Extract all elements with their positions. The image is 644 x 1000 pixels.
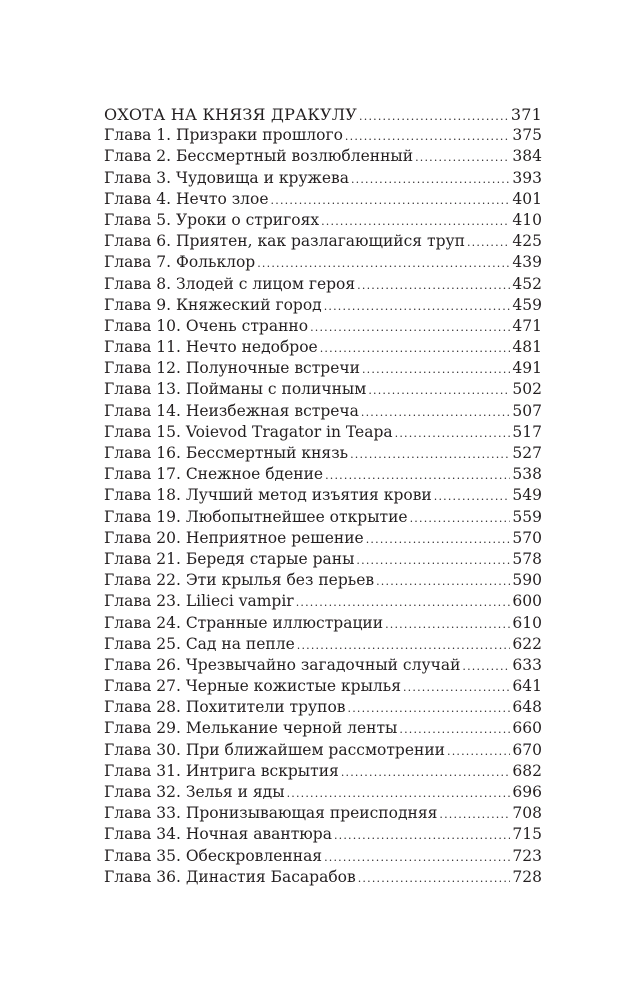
part-title: ОХОТА НА КНЯЗЯ ДРАКУЛУ — [104, 105, 358, 124]
page-number: 393 — [512, 168, 542, 187]
toc-chapter-entry[interactable] — [104, 274, 542, 295]
toc-chapter-entry[interactable] — [104, 824, 542, 845]
dot-leader — [351, 169, 510, 189]
page-number: 708 — [512, 804, 542, 823]
toc-chapter-entry[interactable] — [104, 740, 542, 761]
toc-chapter-entry[interactable] — [104, 634, 542, 655]
chapter-list — [104, 125, 542, 888]
toc-chapter-entry[interactable] — [104, 337, 542, 358]
chapter-title: Глава 4. Нечто злое — [104, 189, 269, 208]
page-number: 559 — [512, 507, 542, 526]
toc-chapter-entry[interactable] — [104, 252, 542, 273]
chapter-title: Глава 33. Пронизывающая преисподняя — [104, 804, 438, 823]
toc-chapter-entry[interactable] — [104, 507, 542, 528]
toc-chapter-entry[interactable] — [104, 146, 542, 167]
dot-leader — [395, 423, 511, 443]
page-number: 502 — [512, 380, 542, 399]
chapter-title: Глава 11. Нечто недоброе — [104, 338, 318, 357]
page-number: 578 — [512, 549, 542, 568]
chapter-title: Глава 27. Черные кожистые крылья — [104, 677, 401, 696]
toc-chapter-entry[interactable] — [104, 655, 542, 676]
dot-leader — [348, 698, 511, 718]
page-number: 610 — [512, 613, 542, 632]
page-number: 633 — [512, 655, 542, 674]
chapter-title: Глава 20. Неприятное решение — [104, 528, 364, 547]
dot-leader — [403, 677, 510, 697]
toc-chapter-entry[interactable] — [104, 867, 542, 888]
toc-chapter-entry[interactable] — [104, 718, 542, 739]
chapter-title: Глава 9. Княжеский город — [104, 295, 322, 314]
chapter-title: Глава 7. Фольклор — [104, 253, 256, 272]
dot-leader — [447, 741, 510, 761]
toc-chapter-entry[interactable] — [104, 803, 542, 824]
page-number: 517 — [512, 422, 542, 441]
toc-chapter-entry[interactable] — [104, 570, 542, 591]
chapter-title: Глава 2. Бессмертный возлюбленный — [104, 147, 414, 166]
chapter-title: Глава 18. Лучший метод изъятия крови — [104, 486, 432, 505]
page-number: 660 — [512, 719, 542, 738]
page-number: 622 — [512, 634, 542, 653]
chapter-title: Глава 31. Интрига вскрытия — [104, 761, 339, 780]
page-number: 507 — [512, 401, 542, 420]
chapter-title: Глава 22. Эти крылья без перьев — [104, 571, 375, 590]
dot-leader — [366, 529, 511, 549]
toc-chapter-entry[interactable] — [104, 443, 542, 464]
chapter-title: Глава 17. Снежное бдение — [104, 465, 324, 484]
dot-leader — [359, 106, 509, 125]
toc-chapter-entry[interactable] — [104, 528, 542, 549]
page-number: 600 — [512, 592, 542, 611]
page-number: 641 — [512, 677, 542, 696]
dot-leader — [324, 847, 510, 867]
page-number: 459 — [512, 295, 542, 314]
page-number: 590 — [512, 571, 542, 590]
page-number: 439 — [512, 253, 542, 272]
chapter-title: Глава 26. Чрезвычайно загадочный случай — [104, 655, 461, 674]
chapter-title: Глава 25. Сад на пепле — [104, 634, 295, 653]
toc-chapter-entry[interactable] — [104, 591, 542, 612]
page-number: 452 — [512, 274, 542, 293]
page-number: 648 — [512, 698, 542, 717]
page-number: 728 — [512, 867, 542, 886]
page-number: 723 — [512, 846, 542, 865]
toc-chapter-entry[interactable] — [104, 422, 542, 443]
toc-chapter-entry[interactable] — [104, 464, 542, 485]
chapter-title: Глава 28. Похитители трупов — [104, 698, 346, 717]
dot-leader — [345, 126, 510, 146]
chapter-title: Глава 23. Lilieci vampir — [104, 592, 294, 611]
chapter-title: Глава 10. Очень странно — [104, 316, 309, 335]
dot-leader — [257, 253, 510, 273]
toc-chapter-entry[interactable] — [104, 697, 542, 718]
chapter-title: Глава 6. Приятен, как разлагающийся труп — [104, 232, 465, 251]
toc-part-entry[interactable] — [104, 104, 542, 125]
dot-leader — [462, 656, 510, 676]
toc-chapter-entry[interactable] — [104, 401, 542, 422]
dot-leader — [376, 571, 510, 591]
page-number: 527 — [512, 444, 542, 462]
chapter-title: Глава 16. Бессмертный князь — [104, 444, 349, 462]
chapter-title: Глава 36. Династия Басарабов — [104, 867, 356, 886]
chapter-title: Глава 1. Призраки прошлого — [104, 126, 343, 145]
dot-leader — [362, 359, 510, 379]
dot-leader — [341, 762, 511, 782]
chapter-title: Глава 35. Обескровленная — [104, 846, 323, 865]
chapter-title: Глава 34. Ночная авантюра — [104, 825, 332, 844]
dot-leader — [334, 825, 510, 845]
page-number: 371 — [510, 105, 542, 124]
toc-chapter-entry[interactable] — [104, 485, 542, 506]
toc-chapter-entry[interactable] — [104, 189, 542, 210]
page-number: 401 — [512, 189, 542, 208]
page-number: 538 — [512, 465, 542, 484]
page-number: 696 — [512, 783, 542, 801]
chapter-title: Глава 29. Мелькание черной ленты — [104, 719, 398, 738]
chapter-title: Глава 21. Бередя старые раны — [104, 549, 355, 568]
dot-leader — [358, 868, 511, 888]
chapter-title: Глава 24. Странные иллюстрации — [104, 613, 384, 632]
chapter-title: Глава 19. Любопытнейшее открытие — [104, 507, 408, 526]
table-of-contents — [104, 104, 542, 888]
chapter-title: Глава 5. Уроки о стригоях — [104, 210, 320, 229]
dot-leader — [325, 465, 510, 485]
dot-leader — [356, 550, 510, 570]
toc-chapter-entry[interactable] — [104, 295, 542, 316]
toc-chapter-entry[interactable] — [104, 761, 542, 782]
chapter-title: Глава 8. Злодей с лицом героя — [104, 274, 356, 293]
chapter-title: Глава 32. Зелья и яды — [104, 783, 285, 801]
toc-chapter-entry[interactable] — [104, 613, 542, 634]
dot-leader — [271, 190, 511, 210]
chapter-title: Глава 30. При ближайшем рассмотрении — [104, 740, 445, 759]
chapter-title: Глава 3. Чудовища и кружева — [104, 168, 349, 187]
dot-leader — [287, 783, 511, 803]
page-number: 715 — [512, 825, 542, 844]
toc-chapter-entry[interactable] — [104, 549, 542, 570]
toc-chapter-entry[interactable] — [104, 379, 542, 400]
dot-leader — [434, 486, 511, 506]
page-number: 570 — [512, 528, 542, 547]
toc-chapter-entry[interactable] — [104, 210, 542, 231]
dot-leader — [410, 508, 511, 528]
page-number: 670 — [512, 740, 542, 759]
dot-leader — [385, 614, 510, 634]
toc-chapter-entry[interactable] — [104, 676, 542, 697]
page-number: 682 — [512, 761, 542, 780]
dot-leader — [320, 338, 511, 358]
dot-leader — [399, 719, 510, 739]
chapter-title: Глава 12. Полуночные встречи — [104, 359, 360, 378]
chapter-title: Глава 14. Неизбежная встреча — [104, 401, 359, 420]
chapter-title: Глава 15. Voievod Tragator in Teapa — [104, 422, 393, 441]
dot-leader — [296, 592, 511, 612]
dot-leader — [350, 444, 510, 464]
dot-leader — [368, 380, 510, 400]
dot-leader — [361, 402, 511, 422]
dot-leader — [310, 317, 510, 337]
page-number: 549 — [512, 486, 542, 505]
toc-chapter-entry[interactable] — [104, 168, 542, 189]
chapter-title: Глава 13. Пойманы с поличным — [104, 380, 367, 399]
toc-chapter-entry[interactable] — [104, 358, 542, 379]
dot-leader — [297, 635, 511, 655]
page-number: 410 — [512, 210, 542, 229]
dot-leader — [467, 232, 510, 252]
page-number: 471 — [512, 316, 542, 335]
page-number: 375 — [512, 126, 542, 145]
dot-leader — [415, 147, 510, 167]
dot-leader — [357, 275, 510, 295]
dot-leader — [321, 211, 510, 231]
toc-chapter-entry[interactable] — [104, 782, 542, 803]
toc-chapter-entry[interactable] — [104, 316, 542, 337]
toc-chapter-entry[interactable] — [104, 846, 542, 867]
dot-leader — [324, 296, 511, 316]
page-number: 384 — [512, 147, 542, 166]
page-number: 481 — [512, 338, 542, 357]
toc-chapter-entry[interactable] — [104, 125, 542, 146]
toc-chapter-entry[interactable] — [104, 231, 542, 252]
page-number: 425 — [512, 232, 542, 251]
page-number: 491 — [512, 359, 542, 378]
dot-leader — [439, 804, 510, 824]
